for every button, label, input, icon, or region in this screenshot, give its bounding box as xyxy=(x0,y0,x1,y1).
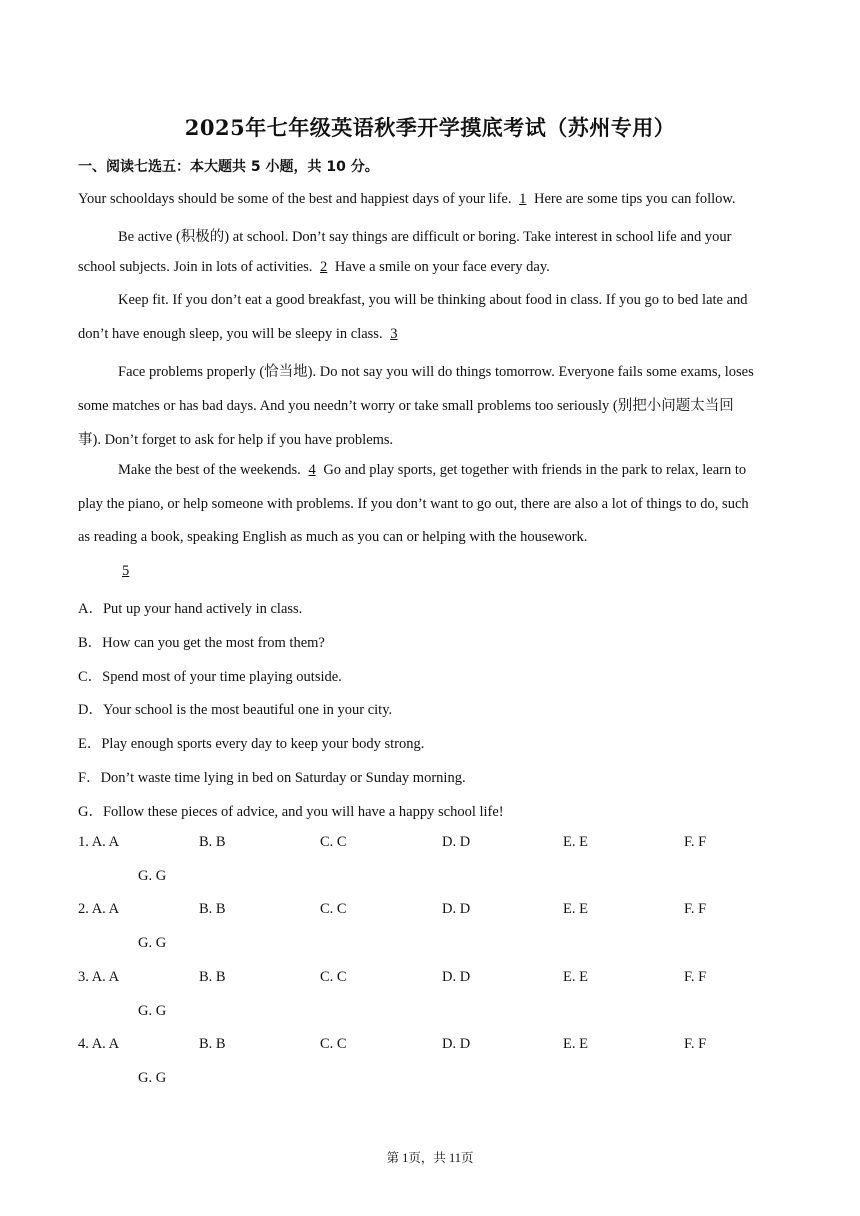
choice-e[interactable]: E. E xyxy=(563,901,588,917)
passage-line xyxy=(78,326,401,343)
passage-line xyxy=(78,259,550,276)
choice-g[interactable]: G. G xyxy=(138,1070,167,1086)
option-d: D．Your school is the most beautiful one in your city. xyxy=(78,702,393,718)
section-heading: 一、阅读七选五：本大题共 5 小题，共 10 分。 xyxy=(78,159,379,175)
choice-b[interactable]: B. B xyxy=(199,834,226,850)
choice-g[interactable]: G. G xyxy=(138,935,167,951)
blank-1[interactable]: 1 xyxy=(519,191,527,207)
choice-d[interactable]: D. D xyxy=(442,969,471,985)
choice-c[interactable]: C. C xyxy=(320,901,347,917)
option-b: B．How can you get the most from them? xyxy=(78,635,325,651)
passage-text: school subjects. Join in lots of activities. xyxy=(78,259,313,275)
choice-f[interactable]: F. F xyxy=(684,969,707,985)
passage-line xyxy=(118,563,133,580)
passage-text: don’t have enough sleep, you will be sleepy in class. xyxy=(78,326,383,342)
choice-a[interactable]: 4. A. A xyxy=(78,1036,120,1052)
passage-text: Make the best of the weekends. xyxy=(118,462,301,478)
blank-3[interactable]: 3 xyxy=(390,326,398,342)
choice-c[interactable]: C. C xyxy=(320,969,347,985)
passage-line: Be active (积极的) at school. Don’t say things are difficult or boring. Take interest in school life and your xyxy=(118,229,732,245)
passage-line xyxy=(118,462,746,479)
passage-text: Go and play sports, get together with friends in the park to relax, learn to xyxy=(323,462,747,478)
choice-e[interactable]: E. E xyxy=(563,969,588,985)
choice-c[interactable]: C. C xyxy=(320,1036,347,1052)
passage-line: 事). Don’t forget to ask for help if you have problems. xyxy=(78,432,394,448)
choice-a[interactable]: 3. A. A xyxy=(78,969,120,985)
passage-line xyxy=(78,191,736,208)
option-f: F．Don’t waste time lying in bed on Saturday or Sunday morning. xyxy=(78,770,466,786)
choice-g[interactable]: G. G xyxy=(138,1003,167,1019)
passage-text: Your schooldays should be some of the best and happiest days of your life. xyxy=(78,191,512,207)
option-e: E．Play enough sports every day to keep your body strong. xyxy=(78,736,425,752)
passage-line: some matches or has bad days. And you needn’t worry or take small problems too seriously (别把小问题太当回 xyxy=(78,398,734,414)
choice-b[interactable]: B. B xyxy=(199,1036,226,1052)
choice-f[interactable]: F. F xyxy=(684,901,707,917)
choice-e[interactable]: E. E xyxy=(563,1036,588,1052)
option-a: A．Put up your hand actively in class. xyxy=(78,601,303,617)
choice-g[interactable]: G. G xyxy=(138,868,167,884)
choice-d[interactable]: D. D xyxy=(442,834,471,850)
choice-f[interactable]: F. F xyxy=(684,1036,707,1052)
page-title: 2025年七年级英语秋季开学摸底考试（苏州专用） xyxy=(184,115,676,140)
choice-a[interactable]: 2. A. A xyxy=(78,901,120,917)
passage-line: Keep fit. If you don’t eat a good breakfast, you will be thinking about food in class. If you go to bed late and xyxy=(118,292,748,308)
choice-d[interactable]: D. D xyxy=(442,901,471,917)
choice-a[interactable]: 1. A. A xyxy=(78,834,120,850)
blank-5[interactable]: 5 xyxy=(122,563,130,579)
choice-f[interactable]: F. F xyxy=(684,834,707,850)
page-footer: 第 1页，共 11页 xyxy=(386,1151,474,1165)
option-g: G．Follow these pieces of advice, and you will have a happy school life! xyxy=(78,804,504,820)
option-c: C．Spend most of your time playing outside. xyxy=(78,669,342,685)
choice-b[interactable]: B. B xyxy=(199,901,226,917)
passage-text: Here are some tips you can follow. xyxy=(533,191,736,207)
choice-c[interactable]: C. C xyxy=(320,834,347,850)
passage-line: play the piano, or help someone with problems. If you don’t want to go out, there are also a lot of things to do, such xyxy=(78,496,749,512)
blank-4[interactable]: 4 xyxy=(308,462,316,478)
passage-line: Face problems properly (恰当地). Do not say you will do things tomorrow. Everyone fails some exams, loses xyxy=(118,364,754,380)
choice-b[interactable]: B. B xyxy=(199,969,226,985)
passage-text: Have a smile on your face every day. xyxy=(334,259,550,275)
choice-d[interactable]: D. D xyxy=(442,1036,471,1052)
choice-e[interactable]: E. E xyxy=(563,834,588,850)
blank-2[interactable]: 2 xyxy=(320,259,328,275)
passage-line: as reading a book, speaking English as much as you can or helping with the housework. xyxy=(78,529,588,545)
